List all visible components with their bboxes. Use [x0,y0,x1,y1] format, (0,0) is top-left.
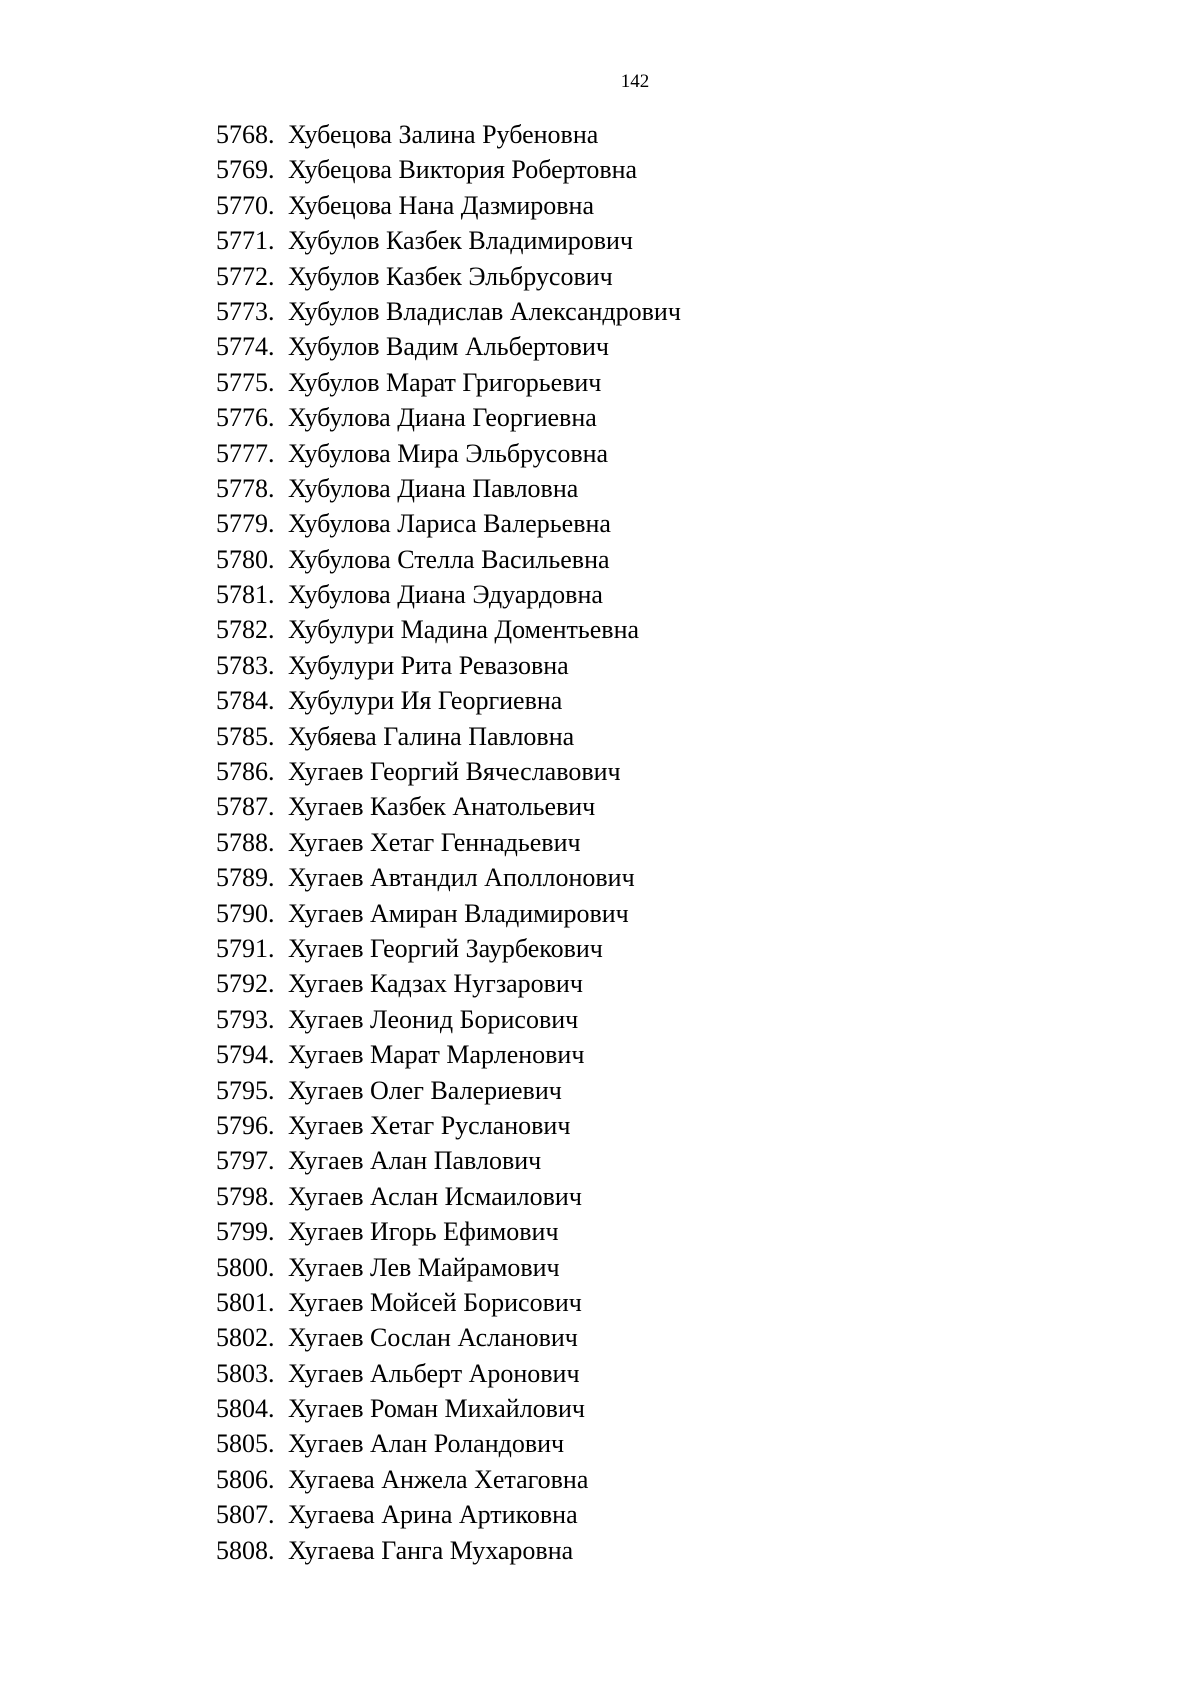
entry-number: 5779. [216,509,275,539]
entry-number: 5807. [216,1500,275,1530]
list-item [216,152,681,187]
entry-number: 5775. [216,367,275,397]
list-item [216,754,681,789]
list-item [216,436,681,471]
entry-number: 5771. [216,226,275,256]
entry-number: 5804. [216,1394,275,1424]
list-item [216,612,681,647]
list-item [216,188,681,223]
entry-number: 5791. [216,933,275,963]
entry-number: 5803. [216,1358,275,1388]
entry-number: 5792. [216,969,275,999]
entry-number: 5805. [216,1429,275,1459]
list-item [216,542,681,577]
entry-name: Хубулова Диана Георгиевна [288,403,597,433]
list-item [216,966,681,1001]
list-item [216,789,681,824]
entry-number: 5801. [216,1287,275,1317]
entry-number: 5773. [216,296,275,326]
entry-name: Хугаев Георгий Вячеславович [288,757,621,787]
entry-number: 5808. [216,1535,275,1565]
list-item [216,117,681,152]
list-item [216,1391,681,1426]
entry-name: Хугаев Хетаг Геннадьевич [288,827,581,857]
entry-number: 5780. [216,544,275,574]
entry-number: 5783. [216,650,275,680]
list-item [216,1285,681,1320]
entry-name: Хугаев Альберт Аронович [288,1358,580,1388]
entry-number: 5794. [216,1040,275,1070]
entry-name: Хугаев Автандил Аполлонович [288,863,635,893]
entry-name: Хугаев Казбек Анатольевич [288,792,596,822]
entry-number: 5774. [216,332,275,362]
entry-number: 5797. [216,1146,275,1176]
entry-name: Хубулова Лариса Валерьевна [288,509,611,539]
entry-name: Хубулов Владислав Александрович [288,296,681,326]
entry-name: Хубецова Виктория Робертовна [288,155,638,185]
list-item [216,1250,681,1285]
entry-name: Хубулури Рита Ревазовна [288,650,569,680]
list-item [216,1179,681,1214]
list-item [216,1462,681,1497]
list-item [216,825,681,860]
list-item [216,719,681,754]
entry-name: Хугаев Аслан Исмаилович [288,1181,582,1211]
entry-name: Хубулури Ия Георгиевна [288,686,563,716]
entry-number: 5782. [216,615,275,645]
list-item [216,1002,681,1037]
entry-name: Хубулов Казбек Эльбрусович [288,261,613,291]
list-item [216,1214,681,1249]
list-item [216,400,681,435]
entry-number: 5786. [216,757,275,787]
entry-name: Хубулури Мадина Доментьевна [288,615,640,645]
list-item [216,329,681,364]
entry-number: 5802. [216,1323,275,1353]
entry-number: 5769. [216,155,275,185]
entry-name: Хугаева Анжела Хетаговна [288,1464,589,1494]
entry-number: 5796. [216,1110,275,1140]
entry-number: 5800. [216,1252,275,1282]
list-item [216,259,681,294]
entry-name: Хубецова Нана Дазмировна [288,190,595,220]
entry-number: 5789. [216,863,275,893]
entry-name: Хубулова Стелла Васильевна [288,544,610,574]
entry-name: Хубулова Диана Эдуардовна [288,580,603,610]
list-item [216,1037,681,1072]
entry-number: 5784. [216,686,275,716]
list-item [216,1108,681,1143]
entry-name: Хубецова Залина Рубеновна [288,120,599,149]
entry-name: Хугаев Роман Михайлович [288,1394,585,1424]
entry-number: 5785. [216,721,275,751]
list-item [216,1356,681,1391]
entry-name: Хугаев Марат Марленович [288,1040,585,1070]
name-list [216,117,681,1568]
list-item [216,896,681,931]
entry-name: Хугаев Кадзах Нугзарович [288,969,583,999]
list-item [216,931,681,966]
entry-name: Хубулов Вадим Альбертович [288,332,609,362]
entry-name: Хубулов Казбек Владимирович [288,226,633,256]
entry-number: 5798. [216,1181,275,1211]
list-item [216,648,681,683]
page-number: 142 [620,71,650,92]
entry-name: Хубяева Галина Павловна [288,721,575,751]
entry-name: Хугаев Леонид Борисович [288,1004,579,1034]
entry-number: 5790. [216,898,275,928]
entry-number: 5778. [216,473,275,503]
list-item [216,365,681,400]
list-item [216,506,681,541]
entry-number: 5793. [216,1004,275,1034]
entry-name: Хугаева Ганга Мухаровна [288,1535,574,1565]
entry-number: 5795. [216,1075,275,1105]
entry-number: 5788. [216,827,275,857]
list-item [216,1320,681,1355]
entry-name: Хугаев Сослан Асланович [288,1323,578,1353]
entry-name: Хугаев Георгий Заурбекович [288,933,603,963]
entry-number: 5770. [216,190,275,220]
list-item [216,683,681,718]
entry-name: Хубулова Мира Эльбрусовна [288,438,609,468]
entry-number: 5799. [216,1217,275,1247]
entry-number: 5781. [216,580,275,610]
list-item [216,1073,681,1108]
list-item [216,1143,681,1178]
entry-name: Хугаев Игорь Ефимович [288,1217,559,1247]
entry-name: Хубулова Диана Павловна [288,473,579,503]
entry-name: Хугаев Амиран Владимирович [288,898,629,928]
list-item [216,294,681,329]
list-item [216,860,681,895]
entry-name: Хугаев Алан Павлович [288,1146,542,1176]
entry-name: Хугаев Хетаг Русланович [288,1110,571,1140]
entry-name: Хугаев Мойсей Борисович [288,1287,582,1317]
entry-number: 5772. [216,261,275,291]
list-item [216,223,681,258]
entry-name: Хугаев Олег Валериевич [288,1075,562,1105]
entry-number: 5787. [216,792,275,822]
entry-name: Хугаев Алан Роландович [288,1429,565,1459]
entry-number: 5777. [216,438,275,468]
entry-name: Хугаева Арина Артиковна [288,1500,578,1530]
entry-number: 5768. [216,120,275,149]
entry-name: Хугаев Лев Майрамович [288,1252,560,1282]
list-item [216,471,681,506]
list-item [216,1426,681,1461]
entry-number: 5806. [216,1464,275,1494]
list-item [216,1497,681,1532]
list-item [216,1533,681,1568]
entry-name: Хубулов Марат Григорьевич [288,367,602,397]
list-item [216,577,681,612]
entry-number: 5776. [216,403,275,433]
